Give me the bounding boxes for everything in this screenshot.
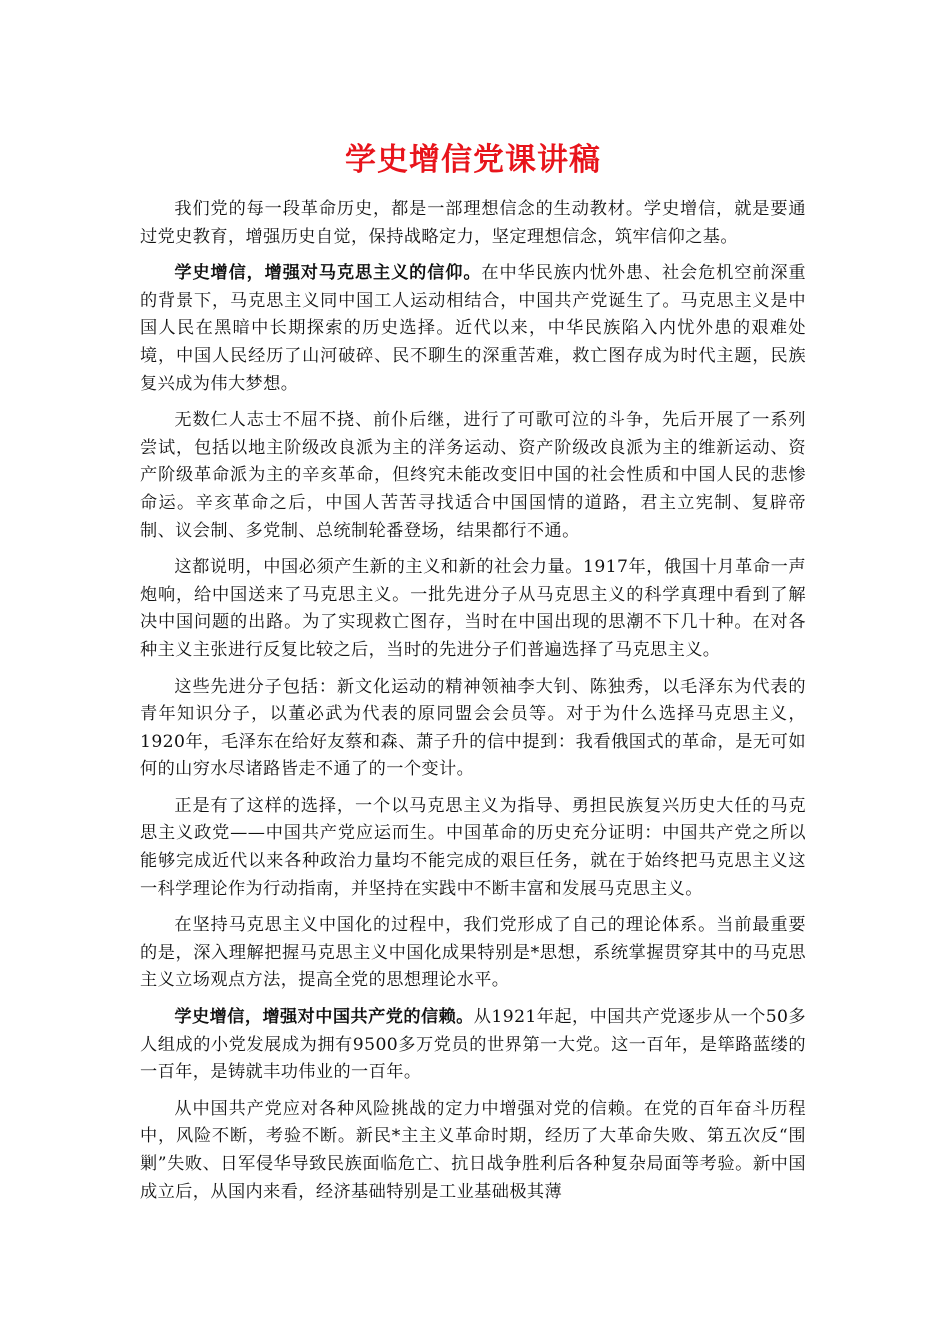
paragraph-8 <box>140 1004 806 1087</box>
paragraph-text: 这都说明，中国必须产生新的主义和新的社会力量。1917年，俄国十月革命一声炮响，给中国送来了马克思主义。一批先进分子从马克思主义的科学真理中看到了解决中国问题的出路。为了实现救亡图存，当时在中国出现的思潮不下几十种。在对各种主义主张进行反复比较之后，当时的先进分子们普遍选择了马克思主义。 <box>140 557 806 660</box>
paragraph-9 <box>140 1096 806 1206</box>
paragraph-3 <box>140 407 806 545</box>
paragraph-text: 无数仁人志士不屈不挠、前仆后继，进行了可歌可泣的斗争，先后开展了一系列尝试，包括以地主阶级改良派为主的洋务运动、资产阶级改良派为主的维新运动、资产阶级革命派为主的辛亥革命，但终究未能改变旧中国的社会性质和中国人民的悲惨命运。辛亥革命之后，中国人苦苦寻找适合中国国情的道路，君主立宪制、复辟帝制、议会制、多党制、总统制轮番登场，结果都行不通。 <box>140 410 806 541</box>
paragraph-lead: 学史增信，增强对中国共产党的信赖。 <box>174 1007 474 1028</box>
paragraph-text: 这些先进分子包括：新文化运动的精神领袖李大钊、陈独秀，以毛泽东为代表的青年知识分子，以董必武为代表的原同盟会会员等。对于为什么选择马克思主义，1920年，毛泽东在给好友蔡和森、萧子升的信中提到：我看俄国式的革命，是无可如何的山穷水尽诸路皆走不通了的一个变计。 <box>140 676 806 780</box>
paragraph-4 <box>140 554 806 664</box>
paragraph-6 <box>140 793 806 903</box>
document-page <box>140 138 806 1215</box>
paragraph-lead: 学史增信，增强对马克思主义的信仰。 <box>174 263 482 284</box>
paragraph-5 <box>140 674 806 784</box>
paragraph-text: 在中华民族内忧外患、社会危机空前深重的背景下，马克思主义同中国工人运动相结合，中国共产党诞生了。马克思主义是中国人民在黑暗中长期探索的历史选择。近代以来，中华民族陷入内忧外患的艰难处境，中国人民经历了山河破碎、民不聊生的深重苦难，救亡图存成为时代主题，民族复兴成为伟大梦想。 <box>140 263 806 394</box>
document-title: 学史增信党课讲稿 <box>345 142 601 178</box>
paragraph-text: 在坚持马克思主义中国化的过程中，我们党形成了自己的理论体系。当前最重要的是，深入理解把握马克思主义中国化成果特别是*思想，系统掌握贯穿其中的马克思主义立场观点方法，提高全党的思想理论水平。 <box>140 915 806 991</box>
paragraph-text: 我们党的每一段革命历史，都是一部理想信念的生动教材。学史增信，就是要通过党史教育，增强历史自觉，保持战略定力，坚定理想信念，筑牢信仰之基。 <box>140 199 806 247</box>
paragraph-text: 从1921年起，中国共产党逐步从一个50多人组成的小党发展成为拥有9500多万党员的世界第一大党。这一百年，是筚路蓝缕的一百年，是铸就丰功伟业的一百年。 <box>140 1007 807 1083</box>
paragraph-2 <box>140 260 806 398</box>
paragraph-text: 从中国共产党应对各种风险挑战的定力中增强对党的信赖。在党的百年奋斗历程中，风险不断，考验不断。新民*主主义革命时期，经历了大革命失败、第五次反“围剿”失败、日军侵华导致民族面临危亡、抗日战争胜利后各种复杂局面等考验。新中国成立后，从国内来看，经济基础特别是工业基础极其薄 <box>140 1098 806 1202</box>
paragraph-1 <box>140 196 806 251</box>
paragraph-7 <box>140 912 806 995</box>
paragraph-text: 正是有了这样的选择，一个以马克思主义为指导、勇担民族复兴历史大任的马克思主义政党——中国共产党应运而生。中国革命的历史充分证明：中国共产党之所以能够完成近代以来各种政治力量均不能完成的艰巨任务，就在于始终把马克思主义这一科学理论作为行动指南，并坚持在实践中不断丰富和发展马克思主义。 <box>140 795 806 899</box>
